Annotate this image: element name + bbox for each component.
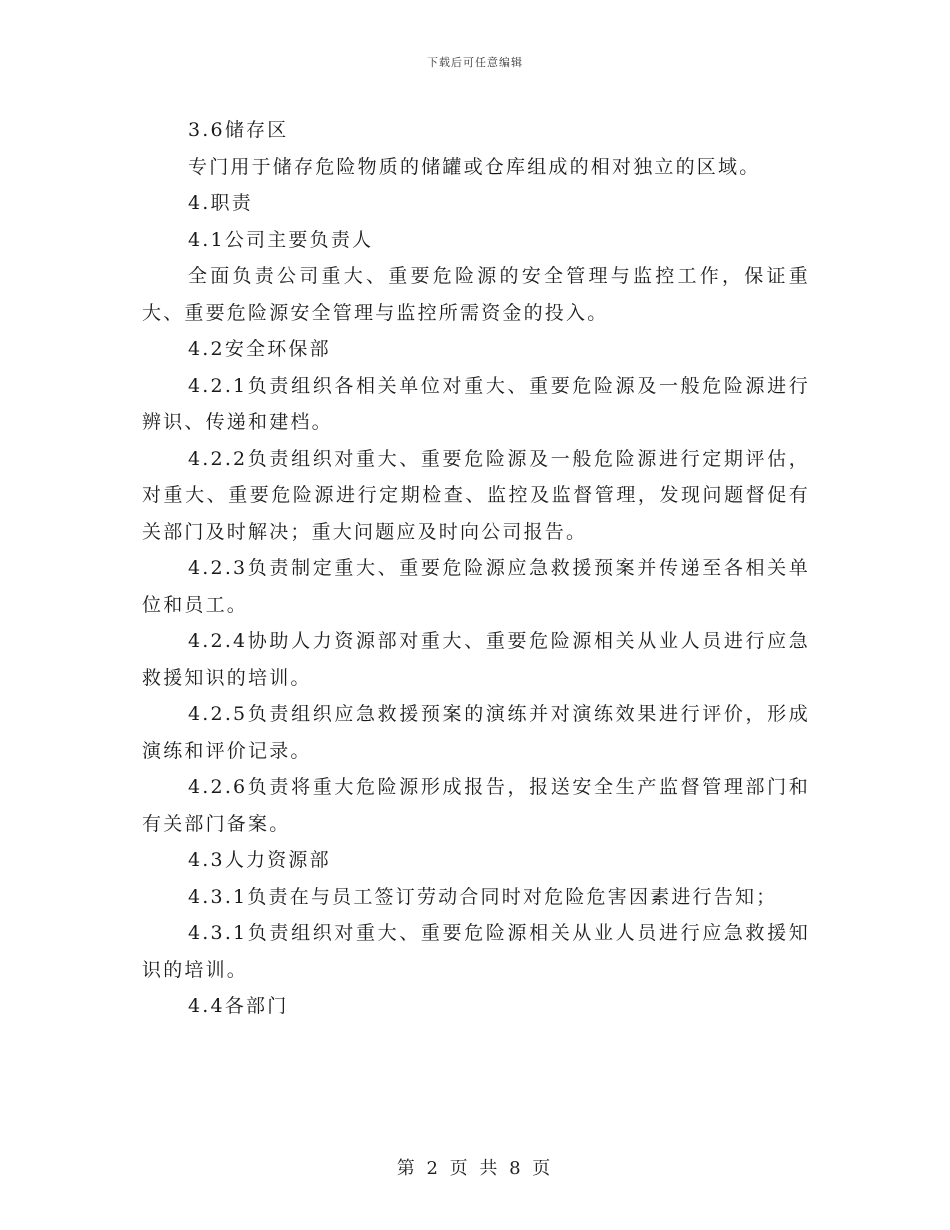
section-4-2-6-text: 4.2.6负责将重大危险源形成报告，报送安全生产监督管理部门和有关部门备案。 (142, 776, 810, 835)
section-4-2-4-text: 4.2.4协助人力资源部对重大、重要危险源相关从业人员进行应急救援知识的培训。 (142, 630, 810, 689)
section-4-1-heading: 4.1公司主要负责人 (188, 228, 374, 251)
section-3-6-heading: 3.6储存区 (188, 119, 289, 141)
section-4-2-2-text: 4.2.2负责组织对重大、重要危险源及一般危险源进行定期评估，对重大、重要危险源进行定期检查、监控及监督管理，发现问题督促有关部门及时解决；重大问题应及时向公司报告。 (142, 447, 810, 543)
section-4-2-3-text: 4.2.3负责制定重大、重要危险源应急救援预案并传递至各相关单位和员工。 (142, 557, 810, 616)
section-4-1-text: 全面负责公司重大、重要危险源的安全管理与监控工作，保证重大、重要危险源安全管理与监控所需资金的投入。 (142, 265, 810, 324)
section-4-2-5-text: 4.2.5负责组织应急救援预案的演练并对演练效果进行评价，形成演练和评价记录。 (142, 703, 810, 762)
section-4-heading: 4.职责 (188, 192, 253, 214)
section-4-3-1-text-b: 4.3.1负责组织对重大、重要危险源相关从业人员进行应急救援知识的培训。 (142, 922, 810, 981)
section-4-2-1-text: 4.2.1负责组织各相关单位对重大、重要危险源及一般危险源进行辨识、传递和建档。 (142, 374, 810, 433)
page-number-footer: 第 2 页 共 8 页 (396, 1158, 554, 1179)
page-header-note: 下载后可任意编辑 (427, 56, 523, 69)
section-4-3-1-text-a: 4.3.1负责在与员工签订劳动合同时对危险危害因素进行告知； (188, 885, 778, 908)
section-3-6-text: 专门用于储存危险物质的储罐或仓库组成的相对独立的区域。 (188, 155, 761, 178)
section-4-3-heading: 4.3人力资源部 (188, 849, 331, 871)
section-4-2-heading: 4.2安全环保部 (188, 338, 331, 360)
document-body (142, 112, 810, 1025)
section-4-4-heading: 4.4各部门 (188, 995, 289, 1017)
